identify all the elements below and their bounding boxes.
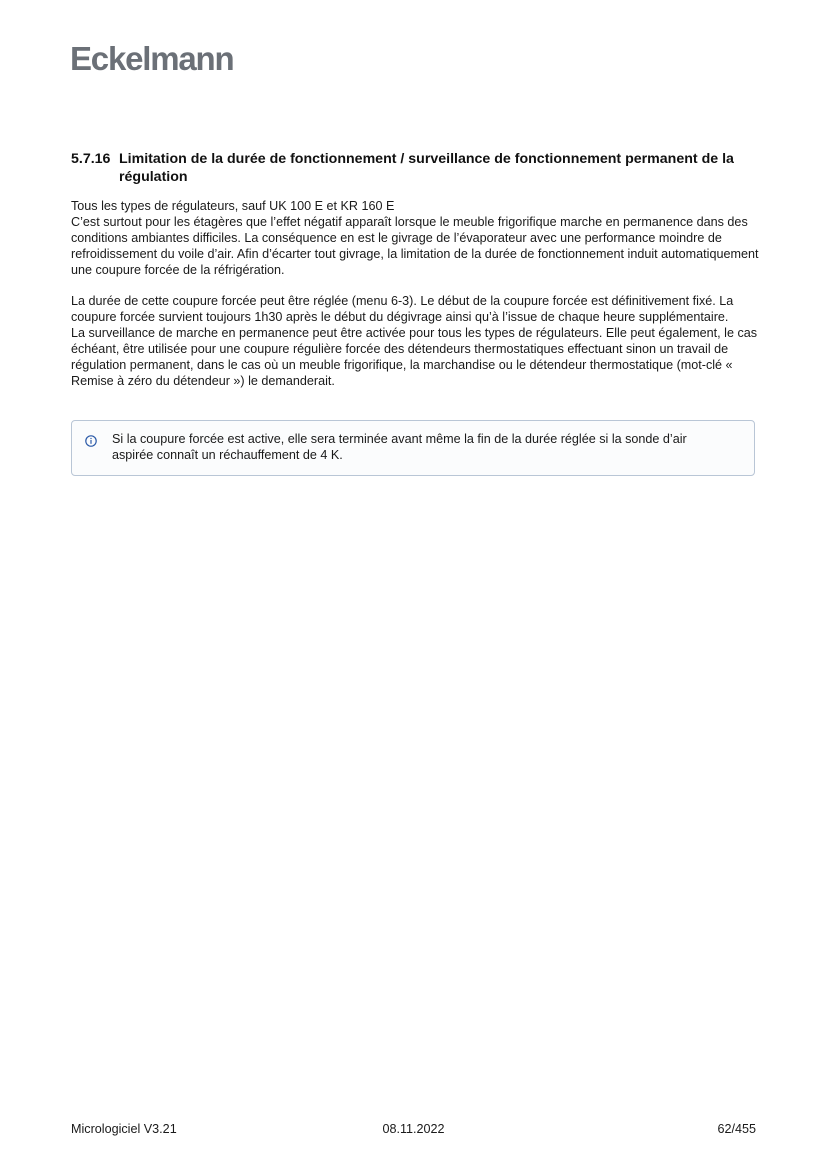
paragraph-2-3 xyxy=(71,294,761,389)
eckelmann-logo: Eckelmann xyxy=(70,40,234,77)
section-title: Limitation de la durée de fonctionnement / surveillance de fonctionnement permanent de la régulation xyxy=(119,151,734,185)
paragraph-3: La surveillance de marche en permanence peut être activée pour tous les types de régulateurs. Elle peut également, le cas échéant, être utilisée pour une coupure régulière forcée des détendeurs thermostatiques effectuant sinon un travail de régulation permanent, dans le cas où un meuble frigorifique, la marchandise ou le détendeur thermostatique (mot-clé « Remise à zéro du détendeur ») le demanderait. xyxy=(71,326,758,388)
body-text xyxy=(71,199,761,390)
paragraph-1-line-1: Tous les types de régulateurs, sauf UK 100 E et KR 160 E xyxy=(71,199,395,213)
footer-firmware-version: Micrologiciel V3.21 xyxy=(71,1122,177,1136)
paragraph-1-line-2: C’est surtout pour les étagères que l’effet négatif apparaît lorsque le meuble frigorifique marche en permanence dans des conditions ambiantes difficiles. La conséquence en est le givrage de l’évaporateur avec une performance moindre de refroidissement du voile d’air. Afin d’écarter tout givrage, la limitation de la durée de fonctionnement induit automatiquement une coupure forcée de la réfrigération. xyxy=(71,214,759,277)
paragraph-1 xyxy=(71,199,761,279)
info-note-text: Si la coupure forcée est active, elle sera terminée avant même la fin de la durée réglée si la sonde d’air aspirée connaît un réchauffement de 4 K. xyxy=(112,432,687,462)
section-number: 5.7.16 xyxy=(71,151,111,167)
footer-page-number: 62/455 xyxy=(717,1122,756,1136)
info-icon xyxy=(85,435,97,447)
info-note-box xyxy=(71,420,755,476)
footer-date: 08.11.2022 xyxy=(382,1122,445,1136)
section-heading xyxy=(71,150,761,186)
paragraph-2: La durée de cette coupure forcée peut être réglée (menu 6-3). Le début de la coupure forcée est définitivement fixé. La coupure forcée survient toujours 1h30 après le début du dégivrage ainsi qu’à l’issue de chaque heure supplémentaire. xyxy=(71,294,734,325)
